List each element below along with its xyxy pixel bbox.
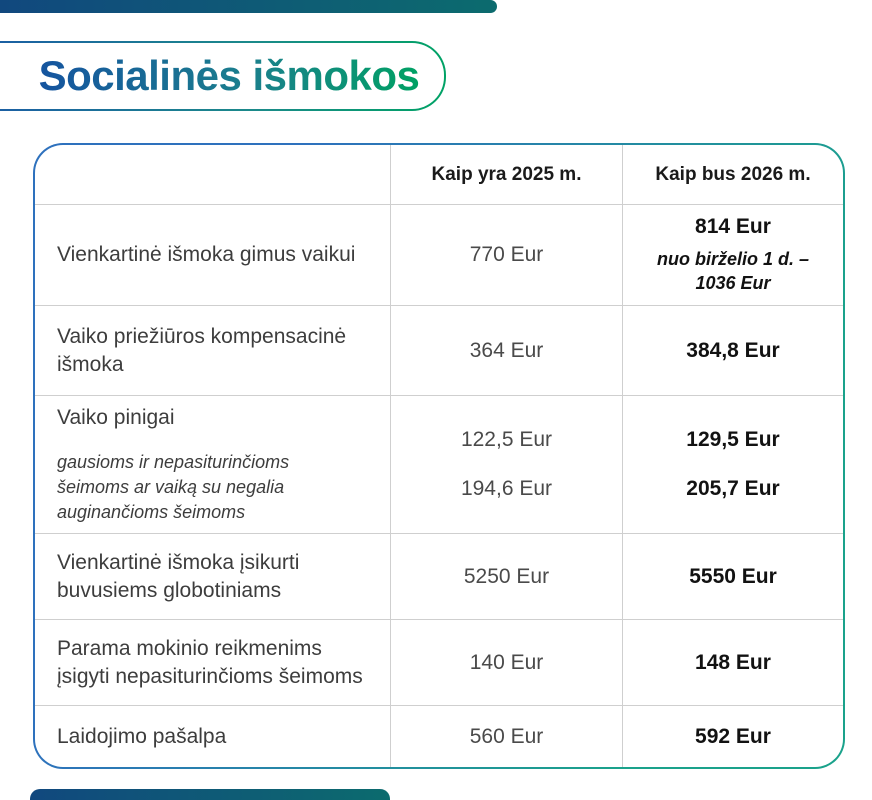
row-current-value	[390, 533, 622, 619]
page-title: Socialinės išmokos	[38, 52, 420, 99]
row-label	[35, 395, 390, 533]
header-future-year: Kaip bus 2026 m.	[622, 145, 843, 204]
row-future-value	[622, 533, 843, 619]
row-future-value	[622, 705, 843, 767]
row-future-value	[622, 619, 843, 705]
value-text: 364 Eur	[469, 338, 544, 362]
value-text-2: 205,7 Eur	[686, 476, 780, 500]
title-box	[0, 41, 446, 111]
title-box-inner	[0, 43, 444, 109]
row-label	[35, 619, 390, 705]
row-label	[35, 204, 390, 305]
benefits-table-frame	[33, 143, 845, 769]
row-future-value	[622, 204, 843, 305]
row-label-text: Vaiko priežiūros kompensacinė išmoka	[57, 324, 347, 376]
benefits-table	[35, 145, 843, 767]
value-text: 129,5 Eur	[686, 428, 780, 452]
header-current-year: Kaip yra 2025 m.	[390, 145, 622, 204]
value-text: 5250 Eur	[463, 564, 550, 588]
value-text: 384,8 Eur	[686, 338, 780, 362]
row-current-value	[390, 305, 622, 395]
adjacent-slide-top-bar	[0, 0, 497, 13]
row-label-text: Laidojimo pašalpa	[57, 724, 227, 748]
row-label-text: Vienkartinė išmoka gimus vaikui	[57, 243, 356, 267]
row-current-value	[390, 619, 622, 705]
value-text: 560 Eur	[469, 724, 544, 748]
row-current-value	[390, 204, 622, 305]
row-label	[35, 533, 390, 619]
row-label-note: gausioms ir nepasiturinčioms šeimoms ar vaiką su negalia auginančioms šeimoms	[57, 451, 290, 522]
header-empty-cell	[35, 145, 390, 204]
row-future-value	[622, 305, 843, 395]
row-future-value	[622, 395, 843, 533]
value-text: 122,5 Eur	[460, 428, 553, 452]
value-text: 592 Eur	[695, 724, 771, 748]
value-note: nuo birželio 1 d. – 1036 Eur	[656, 249, 809, 293]
value-text: 148 Eur	[695, 650, 771, 674]
row-label-text: Parama mokinio reikmenims įsigyti nepasiturinčioms šeimoms	[57, 636, 363, 688]
row-label	[35, 305, 390, 395]
row-current-value	[390, 395, 622, 533]
value-text: 770 Eur	[469, 243, 544, 266]
value-text: 140 Eur	[469, 650, 544, 674]
value-text-2: 194,6 Eur	[460, 476, 553, 500]
value-text: 814 Eur	[695, 215, 771, 239]
row-label	[35, 705, 390, 767]
row-label-text: Vienkartinė išmoka įsikurti buvusiems globotiniams	[57, 550, 300, 602]
adjacent-slide-bottom-bar	[30, 789, 390, 800]
value-text: 5550 Eur	[689, 564, 777, 588]
row-label-text: Vaiko pinigai	[57, 405, 175, 429]
row-current-value	[390, 705, 622, 767]
